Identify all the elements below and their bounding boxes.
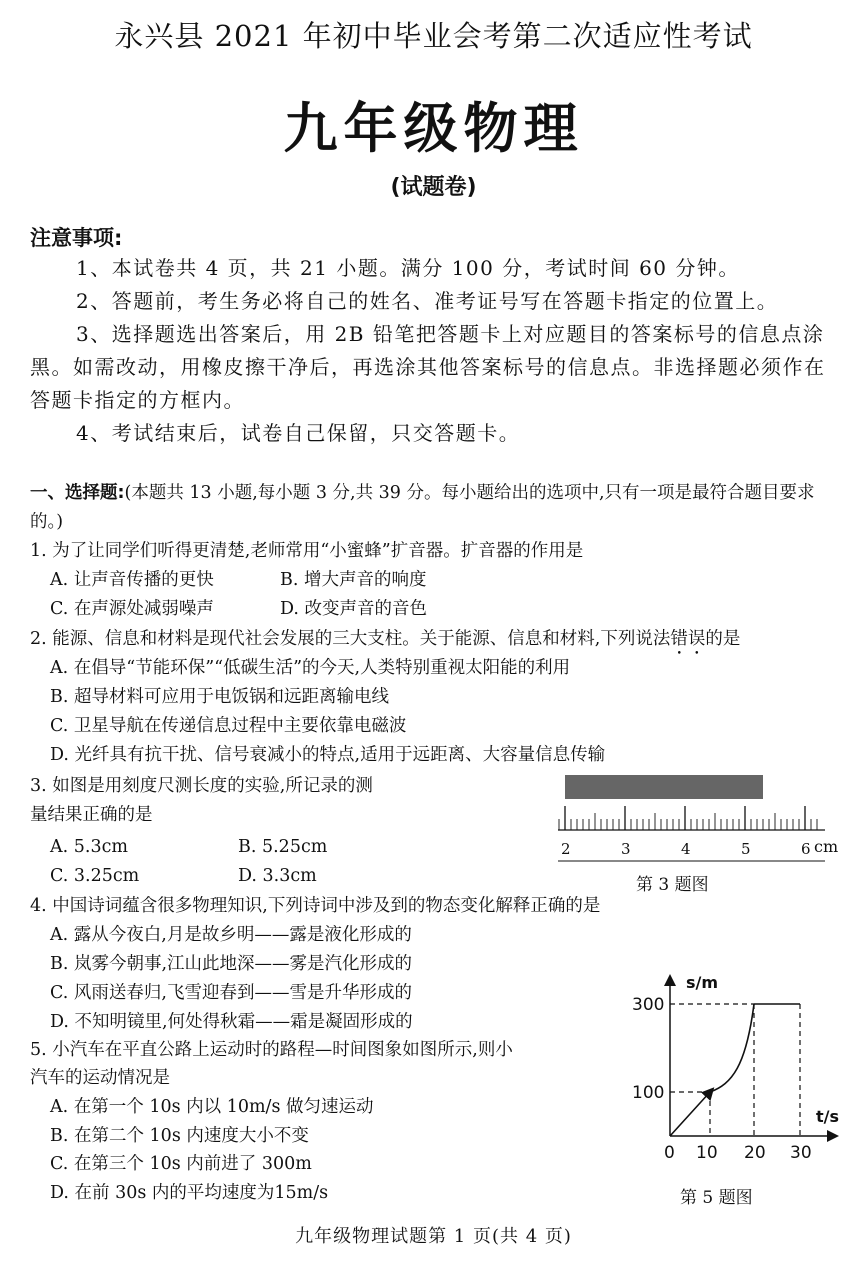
notice-item-3: 3、选择题选出答案后，用 2B 铅笔把答题卡上对应题目的答案标号的信息点涂黑。如需改动，用橡皮擦干净后，再选涂其他答案标号的信息点。非选择题必须作在答题卡指定的方框内。 (30, 322, 826, 412)
ruler-tick-label: 2 (561, 840, 571, 858)
ruler-tick-label: 3 (621, 840, 631, 858)
y-axis-label: s/m (686, 973, 719, 992)
question-2-stem-suffix: 的是 (705, 629, 741, 649)
ruler-figure (550, 768, 850, 868)
segment-uniform (670, 1092, 710, 1136)
ruler-ticks (559, 806, 817, 830)
segment-accelerating (710, 1004, 754, 1092)
exam-name: 永兴县 2021 年初中毕业会考第二次适应性考试 (114, 19, 753, 53)
origin-label: 0 (664, 1143, 675, 1163)
question-4-option-b: B. 岚雾今朝事,江山此地深——雾是汽化形成的 (50, 954, 413, 974)
question-5-option-c: C. 在第三个 10s 内前进了 300m (50, 1154, 312, 1174)
question-4-stem: 4. 中国诗词蕴含很多物理知识,下列诗词中涉及到的物态变化解释正确的是 (30, 896, 601, 916)
question-2-option-d: D. 光纤具有抗干扰、信号衰减小的特点,适用于远距离、大容量信息传输 (50, 745, 606, 765)
notice-item-4: 4、考试结束后，试卷自己保留，只交答题卡。 (76, 421, 521, 445)
x-tick-20: 20 (744, 1143, 766, 1163)
question-3-option-a: A. 5.3cm (50, 837, 128, 857)
question-5-option-b: B. 在第二个 10s 内速度大小不变 (50, 1126, 309, 1146)
ruler-tick-labels (561, 840, 811, 858)
question-2-option-c: C. 卫星导航在传递信息过程中主要依靠电磁波 (50, 716, 407, 736)
question-4-option-c: C. 风雨送春归,飞雪迎春到——雪是升华形成的 (50, 983, 412, 1003)
question-2-stem-prefix: 2. 能源、信息和材料是现代社会发展的三大支柱。关于能源、信息和材料,下列说法 (30, 629, 671, 649)
question-3-option-d: D. 3.3cm (238, 866, 317, 886)
question-4-option-d: D. 不知明镜里,何处得秋霜——霜是凝固形成的 (50, 1012, 413, 1032)
question-1-stem: 1. 为了让同学们听得更清楚,老师常用“小蜜蜂”扩音器。扩音器的作用是 (30, 541, 584, 561)
ruler-tick-label: 4 (681, 840, 691, 858)
question-2-option-b: B. 超导材料可应用于电饭锅和远距离输电线 (50, 687, 389, 707)
notice-heading: 注意事项: (30, 226, 123, 250)
notice-item-2: 2、答题前，考生务必将自己的姓名、准考证号写在答题卡指定的位置上。 (76, 289, 779, 313)
question-5-option-d: D. 在前 30s 内的平均速度为15m/s (50, 1183, 329, 1203)
question-4-option-a: A. 露从今夜白,月是故乡明——露是液化形成的 (50, 925, 412, 945)
measured-object (565, 775, 763, 799)
question-5-stem-line1: 5. 小汽车在平直公路上运动时的路程—时间图象如图所示,则小 (30, 1040, 513, 1060)
y-tick-300: 300 (632, 995, 665, 1015)
y-tick-100: 100 (632, 1083, 665, 1103)
x-tick-30: 30 (790, 1143, 812, 1163)
figure-5-caption: 第 5 题图 (680, 1188, 753, 1208)
question-3-stem-line2: 量结果正确的是 (30, 805, 153, 825)
notice-item-1: 1、本试卷共 4 页，共 21 小题。满分 100 分，考试时间 60 分钟。 (76, 256, 740, 280)
section-heading (30, 479, 845, 537)
page-footer: 九年级物理试题第 1 页(共 4 页) (295, 1226, 572, 1247)
question-2-emphasis: 错误 (670, 629, 706, 649)
ruler-unit-label: cm (814, 837, 839, 856)
ruler-tick-label: 5 (741, 840, 751, 858)
x-tick-10: 10 (696, 1143, 718, 1163)
question-1-option-d: D. 改变声音的音色 (280, 599, 428, 619)
question-2-option-a: A. 在倡导“节能环保”“低碳生活”的今天,人类特别重视太阳能的利用 (50, 658, 571, 678)
figure-3-caption: 第 3 题图 (636, 875, 709, 895)
ruler-tick-label: 6 (801, 840, 811, 858)
question-3-option-b: B. 5.25cm (238, 837, 328, 857)
page-subtitle: (试题卷) (390, 175, 477, 200)
question-1-option-b: B. 增大声音的响度 (280, 570, 427, 590)
question-5-option-a: A. 在第一个 10s 内以 10m/s 做匀速运动 (50, 1097, 374, 1117)
question-1-option-a: A. 让声音传播的更快 (50, 570, 214, 590)
question-1-option-c: C. 在声源处减弱噪声 (50, 599, 214, 619)
section-instructions: (本题共 13 小题,每小题 3 分,共 39 分。每小题给出的选项中,只有一项是最符合题目要求的。) (30, 483, 815, 532)
question-3-stem-line1: 3. 如图是用刻度尺测长度的实验,所记录的测 (30, 776, 373, 796)
page-title: 九年级物理 (283, 97, 584, 160)
question-3-option-c: C. 3.25cm (50, 866, 140, 886)
question-5-stem-line2: 汽车的运动情况是 (30, 1068, 170, 1088)
x-axis-label: t/s (816, 1107, 840, 1126)
st-graph-figure (628, 966, 848, 1166)
section-title: 一、选择题: (30, 483, 125, 503)
